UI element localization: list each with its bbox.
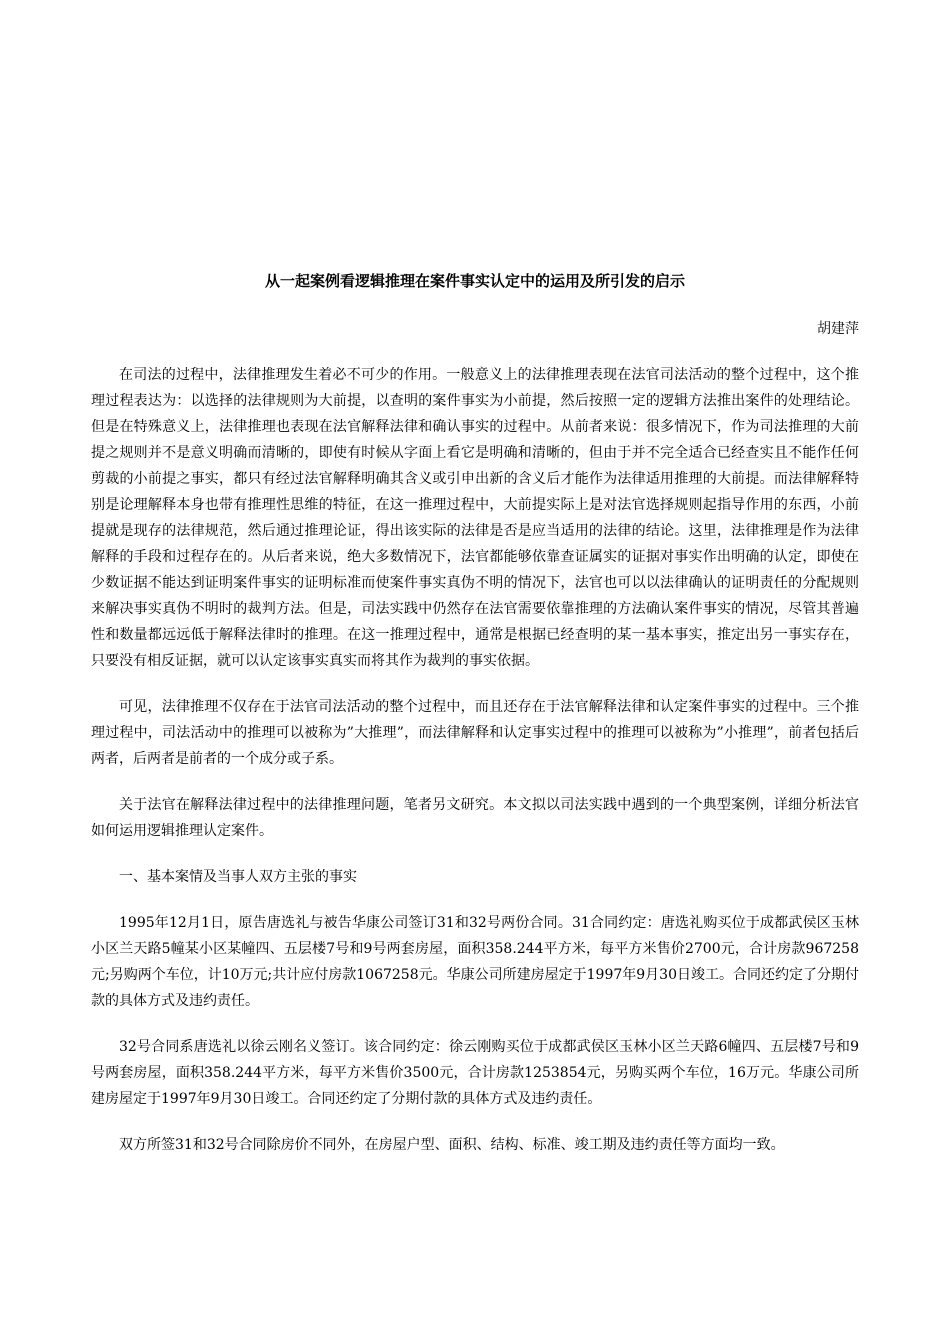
paragraph-6: 双方所签31和32号合同除房价不同外，在房屋户型、面积、结构、标准、竣工期及违约责任等方面均一致。	[119, 1137, 785, 1153]
paragraph-5: 32号合同系唐选礼以徐云刚名义签订。该合同约定：徐云刚购买位于成都武侯区玉林小区兰天路6幢四、五层楼7号和9号两套房屋，面积358.244平方米，每平方米售价3500元，合计房款1253854元，另购买两个车位，16万元。华康公司所建房屋定于1997年9月30日竣工。合同还约定了分期付款的具体方式及违约责任。	[91, 1039, 859, 1107]
paragraph-2: 可见，法律推理不仅存在于法官司法活动的整个过程中，而且还存在于法官解释法律和认定案件事实的过程中。三个推理过程中，司法活动中的推理可以被称为”大推理”，而法律解释和认定事实过程中的推理可以被称为”小推理”，前者包括后两者，后两者是前者的一个成分或子系。	[91, 699, 859, 767]
paragraph-4: 1995年12月1日，原告唐选礼与被告华康公司签订31和32号两份合同。31合同约定：唐选礼购买位于成都武侯区玉林小区兰天路5幢某小区某幢四、五层楼7号和9号两套房屋，面积358.244平方米，每平方米售价2700元，合计房款967258元;另购两个车位，计10万元;共计应付房款1067258元。华康公司所建房屋定于1997年9月30日竣工。合同还约定了分期付款的具体方式及违约责任。	[91, 915, 859, 1009]
paragraph-1: 在司法的过程中，法律推理发生着必不可少的作用。一般意义上的法律推理表现在法官司法活动的整个过程中，这个推理过程表达为：以选择的法律规则为大前提，以查明的案件事实为小前提，然后按照一定的逻辑方法推出案件的处理结论。但是在特殊意义上，法律推理也表现在法官解释法律和确认事实的过程中。从前者来说：很多情况下，作为司法推理的大前提之规则并不是意义明确而清晰的，即使有时候从字面上看它是明确和清晰的，但由于并不完全适合已经查实且不能作任何剪裁的小前提之事实，都只有经过法官解释明确其含义或引申出新的含义后才能作为法律适用推理的大前提。而法律解释特别是论理解释本身也带有推理性思维的特征，在这一推理过程中，大前提实际上是对法官选择规则起指导作用的东西，小前提就是现存的法律规范，然后通过推理论证，得出该实际的法律是否是应当适用的法律的结论。这里，法律推理是作为法律解释的手段和过程存在的。从后者来说，绝大多数情况下，法官都能够依靠查证属实的证据对事实作出明确的认定，即使在少数证据不能达到证明案件事实的证明标准而使案件事实真伪不明的情况下，法官也可以以法律确认的证明责任的分配规则来解决事实真伪不明时的裁判方法。但是，司法实践中仍然存在法官需要依靠推理的方法确认案件事实的情况，尽管其普遍性和数量都远远低于解释法律时的推理。在这一推理过程中，通常是根据已经查明的某一基本事实，推定出另一事实存在，只要没有相反证据，就可以认定该事实真实而将其作为裁判的事实依据。	[91, 367, 859, 669]
paragraph-3: 关于法官在解释法律过程中的法律推理问题，笔者另文研究。本文拟以司法实践中遇到的一个典型案例，详细分析法官如何运用逻辑推理认定案件。	[91, 797, 859, 839]
document-author: 胡建萍	[817, 321, 859, 337]
section-heading-1: 一、基本案情及当事人双方主张的事实	[119, 869, 357, 885]
document-title: 从一起案例看逻辑推理在案件事实认定中的运用及所引发的启示	[264, 272, 685, 290]
document-page	[91, 268, 859, 1178]
